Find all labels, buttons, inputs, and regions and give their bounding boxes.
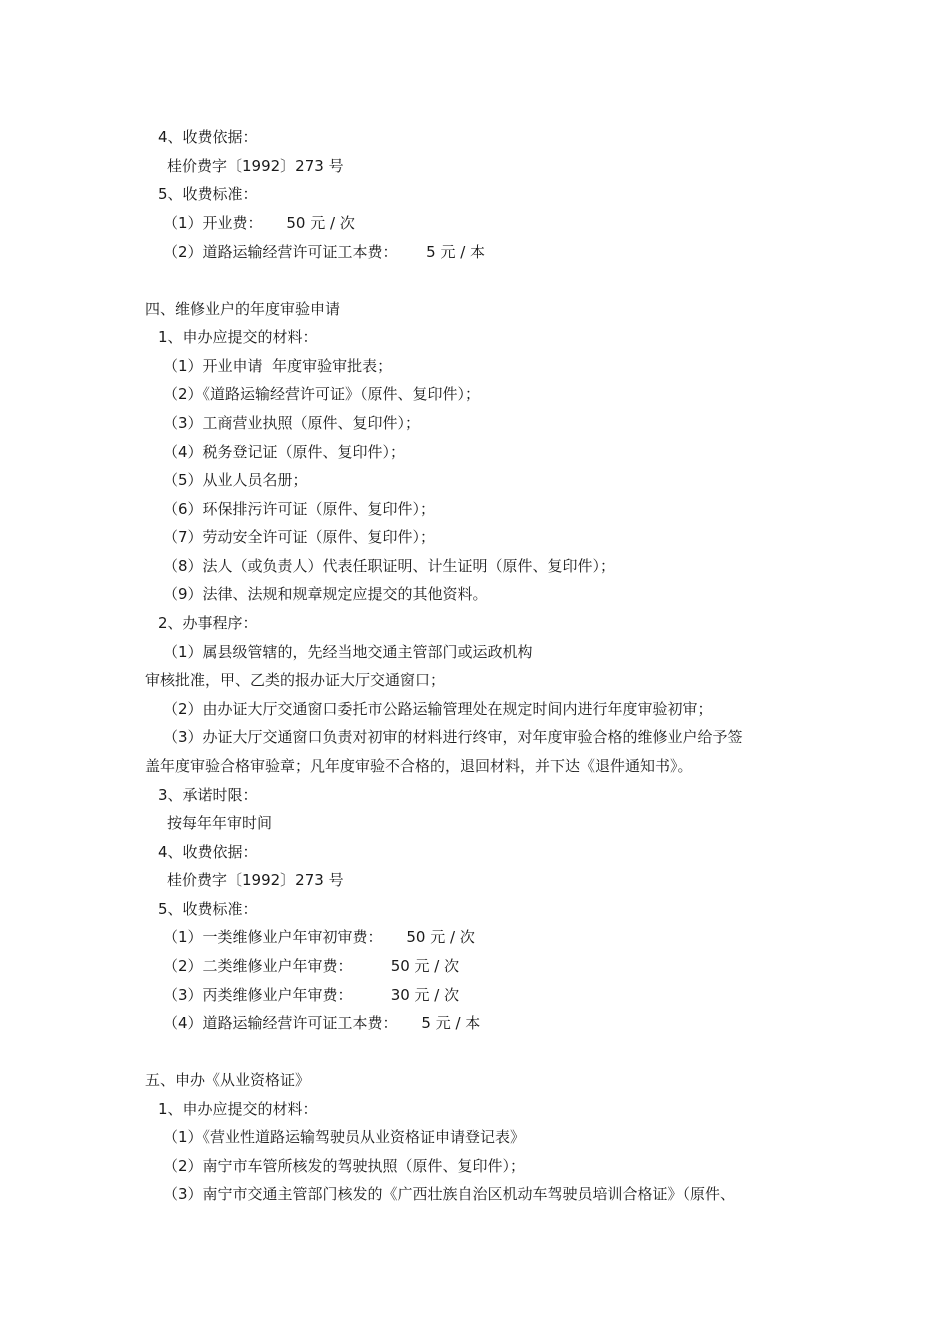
text-line: （1）开业费： 50 元 / 次 [163,214,355,232]
text-line: 桂价费字〔1992〕273 号 [167,871,344,889]
text-line: 5、收费标准： [158,185,258,203]
text-line: 按每年年审时间 [167,814,273,832]
text-line: （2）《道路运输经营许可证》（原件、复印件）； [163,385,481,403]
text-line: 盖年度审验合格审验章；凡年度审验不合格的，退回材料，并下达《退件通知书》。 [145,757,693,775]
text-line: （7）劳动安全许可证（原件、复印件）； [163,528,436,546]
text-line: （4）道路运输经营许可证工本费： 5 元 / 本 [163,1014,481,1032]
text-line: （1）属县级管辖的，先经当地交通主管部门或运政机构 [163,643,533,661]
text-line: 4、收费依据： [158,843,258,861]
text-line: 1、申办应提交的材料： [158,1100,318,1118]
text-line: （2）由办证大厅交通窗口委托市公路运输管理处在规定时间内进行年度审验初审； [163,700,713,718]
text-line: （3）办证大厅交通窗口负责对初审的材料进行终审，对年度审验合格的维修业户给予签 [163,728,743,746]
section-heading: 五、申办《从业资格证》 [145,1071,311,1089]
text-line: （2）南宁市车管所核发的驾驶执照（原件、复印件）； [163,1157,526,1175]
text-line: 3、承诺时限： [158,786,258,804]
text-line: （1）《营业性道路运输驾驶员从业资格证申请登记表》 [163,1128,526,1146]
text-line: （9）法律、法规和规章规定应提交的其他资料。 [163,585,488,603]
text-line: （3）南宁市交通主管部门核发的《广西壮族自治区机动车驾驶员培训合格证》（原件、 [163,1185,736,1203]
text-line: （6）环保排污许可证（原件、复印件）； [163,500,436,518]
text-line: 1、申办应提交的材料： [158,328,318,346]
text-line: 审核批准，甲、乙类的报办证大厅交通窗口； [145,671,446,689]
text-line: 5、收费标准： [158,900,258,918]
text-line: 桂价费字〔1992〕273 号 [167,157,344,175]
text-line: （2）道路运输经营许可证工本费： 5 元 / 本 [163,243,486,261]
text-line: （4）税务登记证（原件、复印件）； [163,443,406,461]
text-line: （1）一类维修业户年审初审费： 50 元 / 次 [163,928,475,946]
text-line: （8）法人（或负责人）代表任职证明、计生证明（原件、复印件）； [163,557,616,575]
text-line: （1）开业申请 年度审验审批表； [163,357,393,375]
text-line: 4、收费依据： [158,128,258,146]
section-heading: 四、维修业户的年度审验申请 [145,300,341,318]
text-line: （5）从业人员名册； [163,471,308,489]
text-line: （2）二类维修业户年审费： 50 元 / 次 [163,957,460,975]
text-line: （3）工商营业执照（原件、复印件）； [163,414,421,432]
text-line: 2、办事程序： [158,614,258,632]
text-line: （3）丙类维修业户年审费： 30 元 / 次 [163,986,460,1004]
